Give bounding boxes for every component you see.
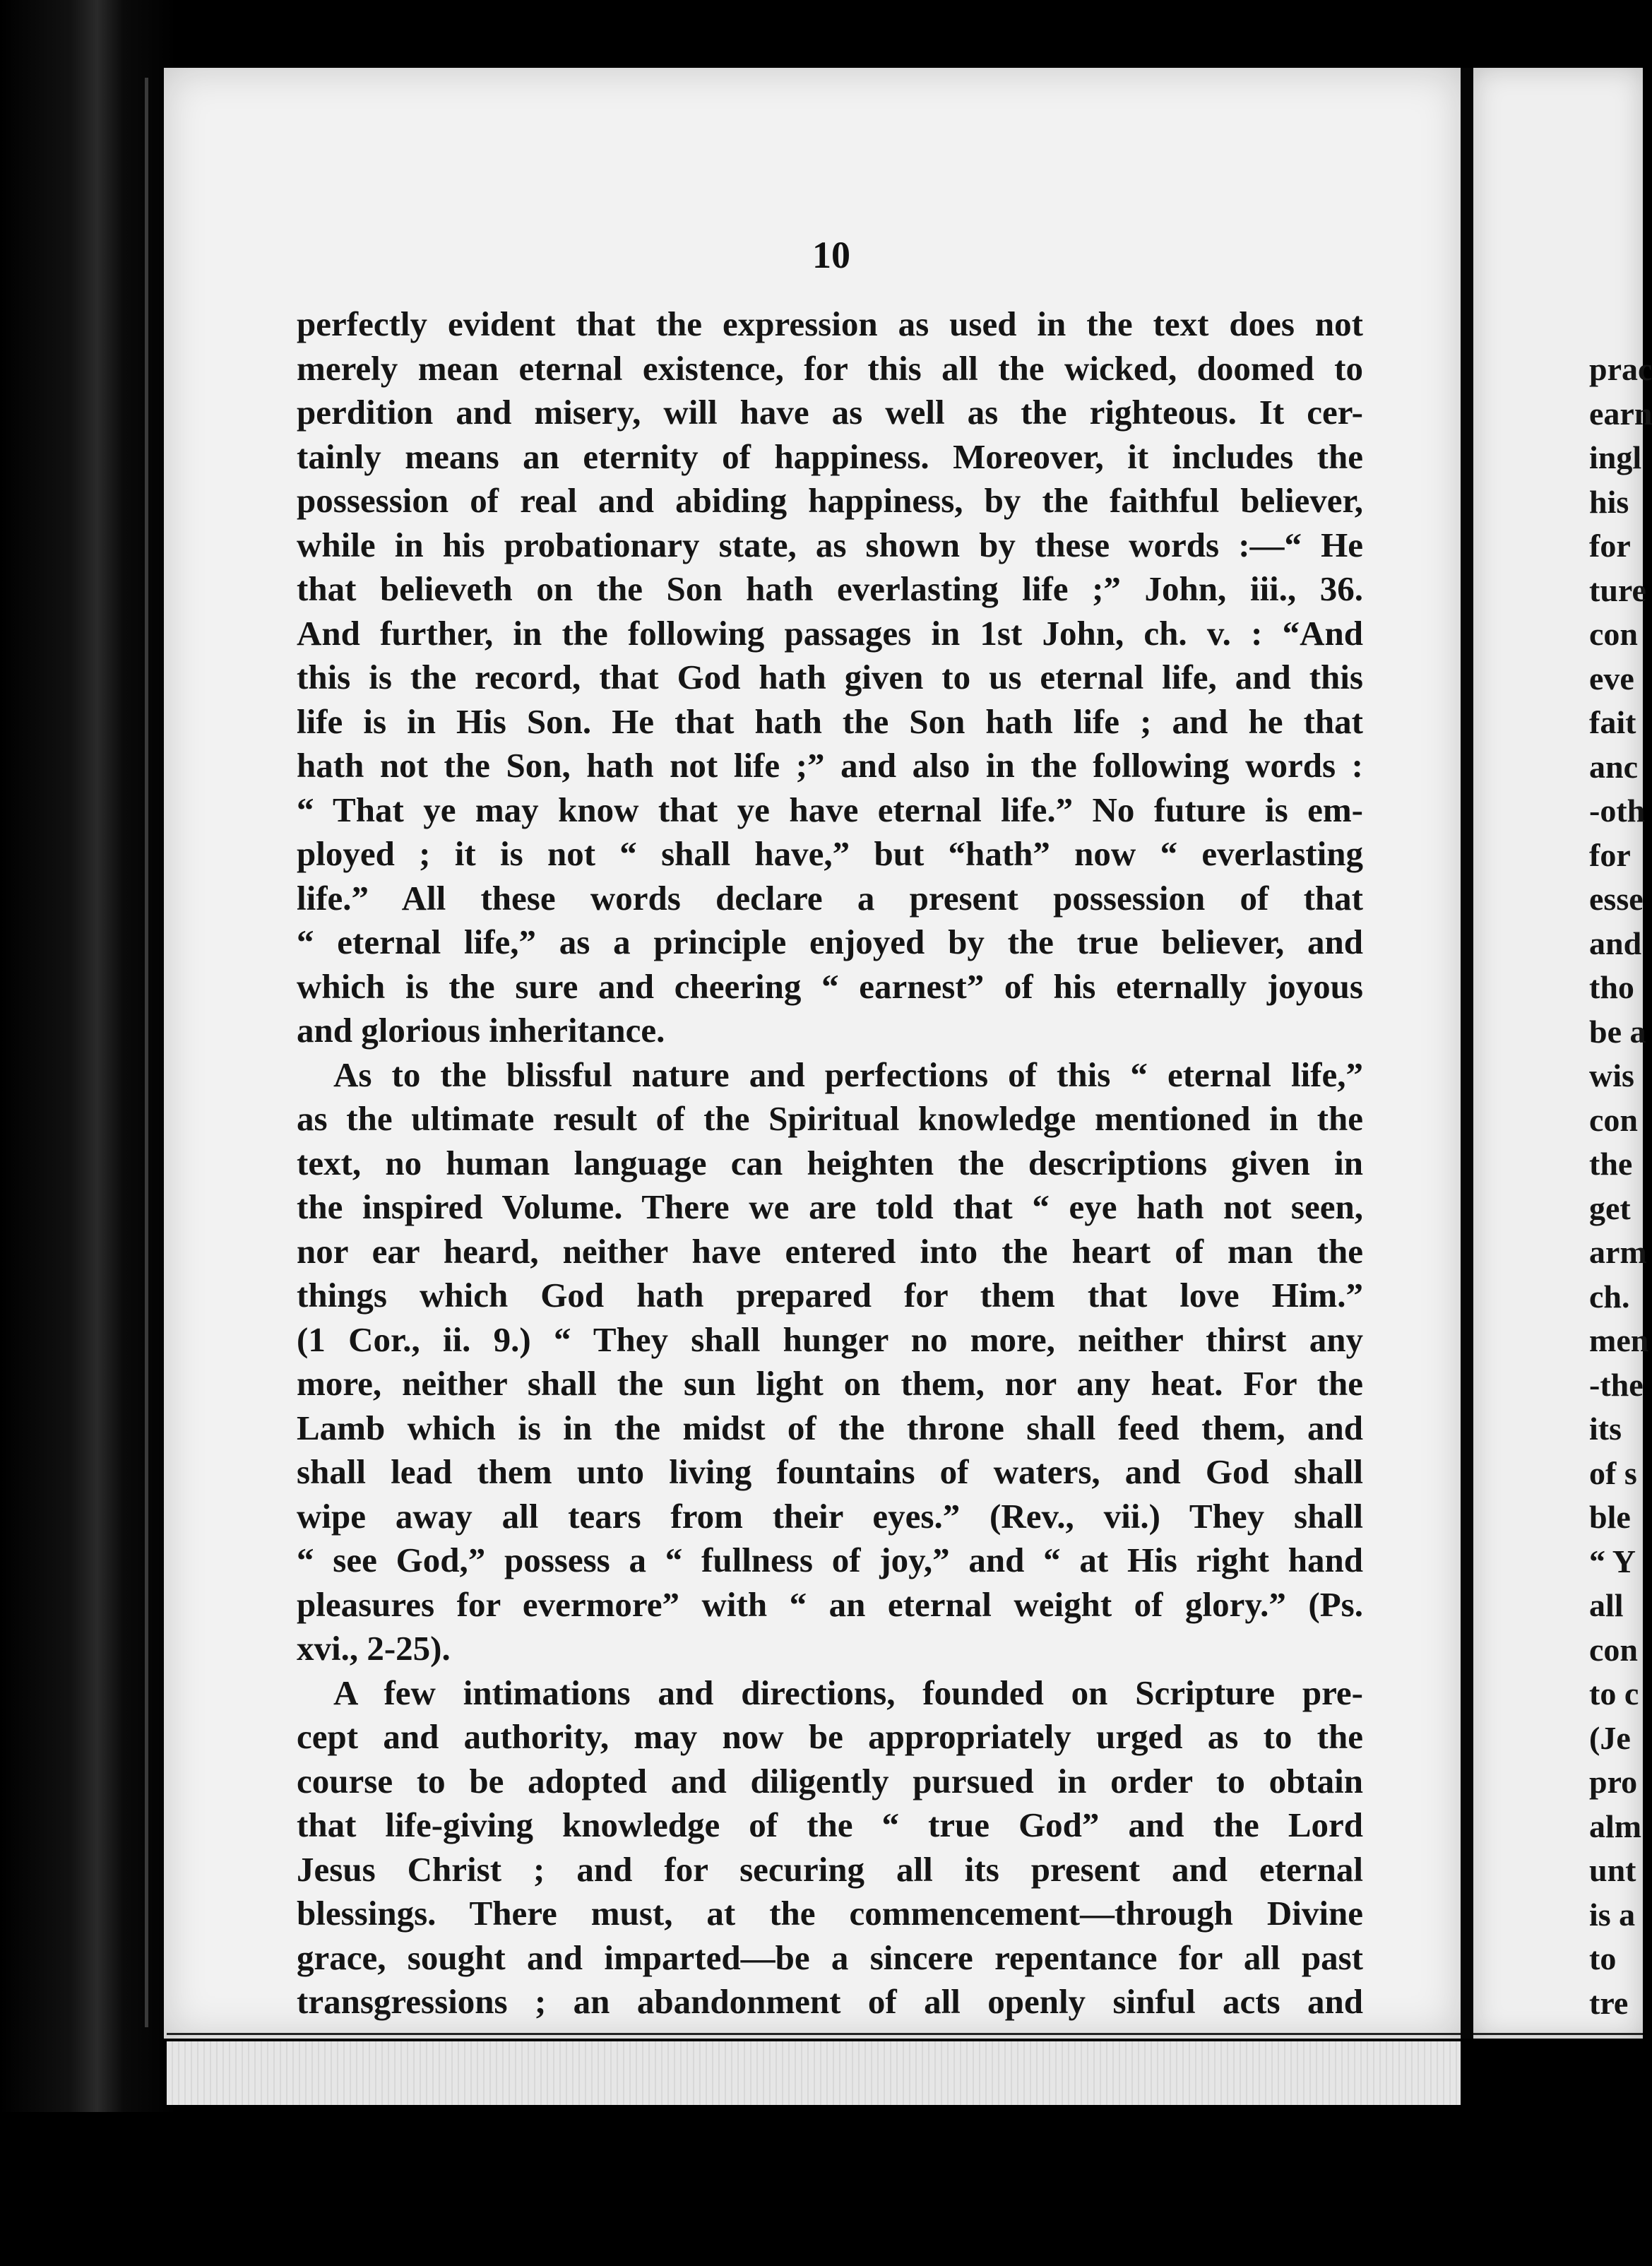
text-line: life.” All these words declare a present possession of that	[297, 878, 1363, 918]
facing-page-fragment: is a	[1589, 1896, 1636, 1933]
scan-background	[0, 2112, 1643, 2266]
facing-page-fragment: con	[1589, 616, 1638, 652]
footer-rule-right	[1473, 2033, 1643, 2035]
facing-page-fragment: men	[1589, 1322, 1649, 1358]
spine-shadow	[145, 78, 148, 2027]
text-line: merely mean eternal existence, for this all the wicked, doomed to	[297, 348, 1363, 388]
text-line: shall lead them unto living fountains of waters, and God shall	[297, 1452, 1363, 1491]
text-line: this is the record, that God hath given to us eternal life, and this	[297, 658, 1363, 696]
text-line: blessings. There must, at the commencement—through Divine	[297, 1894, 1363, 1933]
page-bottom-margin	[167, 2041, 1461, 2105]
text-line: nor ear heard, neither have entered into the heart of man the	[297, 1231, 1363, 1271]
text-line: while in his probationary state, as shown by these words :—“ He	[297, 525, 1363, 564]
facing-page-fragment: esse	[1589, 881, 1644, 917]
page-number: 10	[812, 234, 850, 276]
text-line: perfectly evident that the expression as used in the text does not	[297, 304, 1363, 343]
text-line: possession of real and abiding happiness, by the faithful believer,	[297, 481, 1363, 520]
text-line: course to be adopted and diligently pursued in order to obtain	[297, 1761, 1363, 1801]
text-line: A few intimations and directions, founded on Scripture pre-	[333, 1673, 1363, 1712]
text-line: life is in His Son. He that hath the Son hath life ; and he that	[297, 701, 1363, 741]
facing-page-fragment: his	[1589, 483, 1629, 520]
facing-page-fragment: ture	[1589, 571, 1646, 608]
facing-page-fragment: tho	[1589, 969, 1634, 1005]
text-line: cept and authority, may now be appropriately urged as to the	[297, 1717, 1363, 1756]
facing-page-fragment: eve	[1589, 660, 1634, 696]
facing-page-fragment: -the	[1589, 1366, 1644, 1403]
facing-page-fragment: “ Y	[1589, 1543, 1636, 1579]
facing-page-fragment: and	[1589, 925, 1642, 961]
facing-page-fragment: the	[1589, 1146, 1633, 1182]
facing-page-fragment: con	[1589, 1631, 1638, 1668]
text-line: transgressions ; an abandonment of all openly sinful acts and	[297, 1982, 1363, 2021]
text-line: tainly means an eternity of happiness. Moreover, it includes the	[297, 437, 1363, 476]
facing-page-text	[1589, 348, 1652, 2025]
facing-page-fragment: to	[1589, 1940, 1617, 1976]
text-line: ployed ; it is not “ shall have,” but “hath” now “ everlasting	[297, 834, 1363, 873]
facing-page-fragment: arm	[1589, 1234, 1647, 1270]
facing-page-fragment: fait	[1589, 704, 1636, 740]
text-line: that believeth on the Son hath everlasting life ;” John, iii., 36.	[297, 569, 1363, 608]
text-line: and glorious inheritance.	[297, 1011, 665, 1050]
facing-page-fragment: its	[1589, 1411, 1622, 1447]
facing-page-fragment: -oth	[1589, 793, 1646, 829]
text-line: xvi., 2-25).	[297, 1629, 451, 1668]
text-line: wipe away all tears from their eyes.” (Rev., vii.) They shall	[297, 1496, 1363, 1536]
text-line: as the ultimate result of the Spiritual knowledge mentioned in the	[297, 1099, 1363, 1138]
text-line: “ eternal life,” as a principle enjoyed by the true believer, and	[297, 923, 1363, 961]
facing-page-fragment: (Je	[1589, 1719, 1631, 1756]
text-line: things which God hath prepared for them that love Him.”	[297, 1276, 1363, 1315]
facing-page-fragment: be a	[1589, 1013, 1646, 1050]
facing-page-fragment: unt	[1589, 1852, 1636, 1888]
text-line: grace, sought and imparted—be a sincere repentance for all past	[297, 1938, 1363, 1977]
facing-page-fragment: prac	[1589, 351, 1652, 387]
facing-page-fragment: for	[1589, 836, 1631, 873]
facing-page-fragment: for	[1589, 528, 1631, 564]
facing-page-fragment: ch.	[1589, 1278, 1630, 1315]
text-line: (1 Cor., ii. 9.) “ They shall hunger no more, neither thirst any	[297, 1319, 1363, 1359]
facing-page-fragment: wis	[1589, 1057, 1634, 1093]
facing-page-fragment: ble	[1589, 1499, 1631, 1535]
facing-page-fragment: to c	[1589, 1675, 1639, 1712]
facing-page-fragment: ingl	[1589, 439, 1642, 475]
text-line: more, neither shall the sun light on them, nor any heat. For the	[297, 1364, 1363, 1403]
text-line: As to the blissful nature and perfections of this “ eternal life,”	[333, 1055, 1363, 1094]
text-line: “ That ye may know that ye have eternal life.” No future is em-	[297, 790, 1363, 829]
footer-rule	[167, 2033, 1461, 2035]
text-line: text, no human language can heighten the descriptions given in	[297, 1143, 1363, 1182]
text-line: the inspired Volume. There we are told that “ eye hath not seen,	[297, 1187, 1363, 1226]
facing-page-fragment: alm	[1589, 1808, 1642, 1844]
facing-page-fragment: anc	[1589, 748, 1638, 785]
text-line: “ see God,” possess a “ fullness of joy,” and “ at His right hand	[297, 1541, 1363, 1579]
text-line: And further, in the following passages in 1st John, ch. v. : “And	[297, 613, 1363, 653]
facing-page-fragment: all	[1589, 1587, 1624, 1623]
facing-page-fragment: pro	[1589, 1764, 1638, 1800]
facing-page-fragment: tre	[1589, 1984, 1629, 2021]
text-line: pleasures for evermore” with “ an eternal weight of glory.” (Ps.	[297, 1584, 1363, 1624]
facing-page-fragment: earn	[1589, 395, 1652, 432]
text-line: which is the sure and cheering “ earnest” of his eternally joyous	[297, 966, 1363, 1006]
text-line: that life-giving knowledge of the “ true God” and the Lord	[297, 1805, 1363, 1844]
book-gutter	[0, 0, 177, 2266]
text-line: Jesus Christ ; and for securing all its present and eternal	[297, 1849, 1363, 1889]
facing-page-fragment: of s	[1589, 1454, 1637, 1491]
text-line: Lamb which is in the midst of the throne shall feed them, and	[297, 1408, 1363, 1447]
text-line: hath not the Son, hath not life ;” and also in the following words :	[297, 746, 1363, 785]
facing-page-fragment: get	[1589, 1190, 1631, 1226]
text-line: perdition and misery, will have as well as the righteous. It cer-	[297, 393, 1363, 432]
main-text-block	[297, 302, 1363, 2024]
page-divider	[1461, 68, 1473, 2039]
facing-page-fragment: con	[1589, 1101, 1638, 1138]
